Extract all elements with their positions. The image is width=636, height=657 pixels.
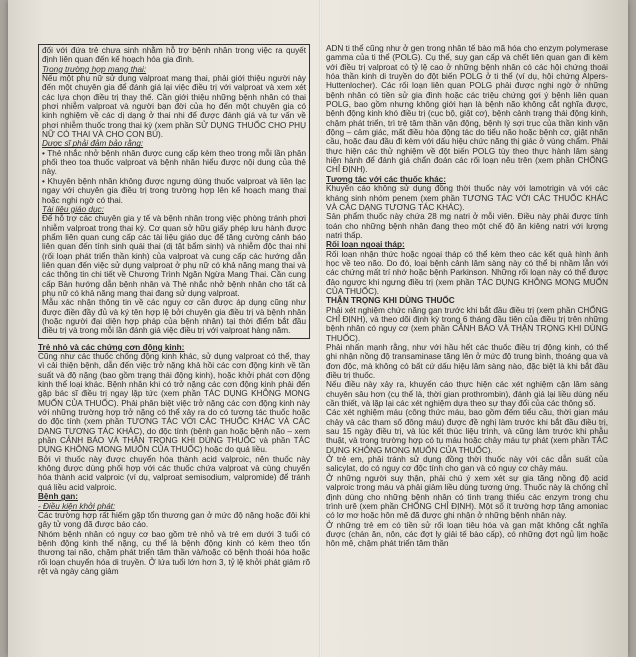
paragraph-seizures: Cũng như các thuốc chống động kinh khác, sử dụng valproat có thể, thay vì cải thiện bệnh, dẫn đến việc trở nặng khả hồi các cơn động kinh về tần suất và độ nặng (bao gồm trạng thái động kinh), hoặc khởi phát cơn động kinh thể loại khác. Bệnh nhân khi có trở nặng các cơn động kinh phải đến gặp bác sĩ điều trị ngay lập tức (xem phần TÁC DỤNG KHÔNG MONG MUỐN CỦA THUỐC). Phải phân biệt việc trở nặng các cơn động kinh này với những trường hợp trở nặng có thể xảy ra do có tương tác thuốc hoặc do độc tính (xem phần TƯƠNG TÁC VỚI CÁC THUỐC KHÁC VÀ CÁC DẠNG TƯƠNG TÁC KHÁC), do độc tính (bệnh gan hoặc bệnh não – xem phần CẢNH BÁO VÀ THẬN TRỌNG KHI DÙNG THUỐC và phần TÁC DỤNG KHÔNG MONG MUỐN CỦA THUỐC) hoặc do quá liều. [38,352,310,455]
faded-header [68,20,588,38]
paragraph-transaminase: Phải nhấn mạnh rằng, như với hầu hết các thuốc điều trị động kinh, có thể ghi nhận nồng độ transaminase tăng lên ở mức độ trung bình, thoáng qua và đơn độc, mà không có bất cứ dấu hiệu lâm sàng nào, đặc biệt là khi bắt đầu điều trị thuốc. [326,343,608,381]
page-fold [319,0,322,657]
box-paragraph-education: Để hỗ trợ các chuyên gia y tế và bệnh nhân trong việc phòng tránh phơi nhiễm valproat trong thai kỳ. Cơ quan sở hữu giấy phép lưu hành được phẩm liên quan cung cấp các tài liệu giáo dục để tăng cường cảnh báo liên quan đến tính sinh quái thai (dị tật bẩm sinh) và nhiễm độc thai nhi (rối loạn phát triển thần kinh) của valproat và cung cấp các hướng dẫn liên quan đến việc sử dụng valproat ở phụ nữ có khả năng mang thai và các thông tin chi tiết về Chương Trình Ngăn Ngừa Mang Thai. Cần cung cấp Bản hướng dẫn bệnh nhân và Thẻ nhắc nhở bệnh nhân cho tất cả phụ nữ có khả năng mang thai đang sử dụng valproat. [42,214,306,298]
heading-precautions: THẬN TRỌNG KHI DÙNG THUỐC [326,296,455,306]
box-intro: đối với đứa trẻ chưa sinh nhằm hỗ trợ bệnh nhân trong việc ra quyết định liên quan đến kế hoạch hóa gia đình. [42,46,306,65]
paragraph-salicylate: Ở trẻ em, phải tránh sử dụng đồng thời thuốc này với các dẫn suất của salicylat, do có nguy cơ độc tính cho gan và có nguy cơ chảy máu. [326,455,608,474]
box-bullet-2: • Khuyên bệnh nhân không được ngưng dùng thuốc valproat và liên lạc ngay với chuyên gia điều trị trong trường hợp lên kế hoạch mang thai hoặc nghi ngờ có thai. [42,176,306,205]
paragraph-sodium: Sản phẩm thuốc này chứa 28 mg natri ở mỗi viên. Điều này phải được tính toán cho những bệnh nhân đang theo một chế độ ăn kiêng natri với lượng natri thấp. [326,212,608,240]
paragraph-renal: Ở những người suy thận, phải chú ý xem xét sự gia tăng nồng độ acid valproic trong máu và phải giảm liều dùng tương ứng. Thuốc này là chống chỉ định dùng cho những bệnh nhân có tình trạng thiếu các enzym trong chu trình urê (xem phần CHỐNG CHỈ ĐỊNH). Một số ít trường hợp tăng amoniac có lơ mơ hoặc hôn mê đã được ghi nhận ở những bệnh nhân này. [326,473,608,521]
heading-seizures: Trẻ nhỏ và các chứng cơn động kinh: [38,342,185,352]
paragraph-polg: ADN ti thể cũng như ở gen trong nhân tế bào mã hóa cho enzym polymerase gamma của ti thể (POLG). Cụ thể, suy gan cấp và chết liên quan gan đi kèm với điều trị valproat có tỷ lệ cao ở những bệnh nhân có các hội chứng thoái hóa thần kinh di truyền do đột biến POLG ở ti thể (ví dụ, hội chứng Alpers-Huttenlocher). Các rối loạn liên quan POLG phải được nghi ngờ ở những bệnh nhân có tiền sử gia đình hoặc các triệu chứng gợi ý bệnh liên quan POLG, bao gồm nhưng không giới hạn là bệnh não không cắt nghĩa được, bệnh động kinh khó điều trị (cục bộ, giật cơ), bệnh cảnh trạng thái động kinh, chậm phát triển, trì trệ tâm thần vận động, bệnh lý sợi trục của thần kinh vận động – cảm giác, mất điều hòa động tác do tiểu não hoặc bệnh cơ, giật nhãn cầu, hoặc đau đầu đi kèm với dấu hiệu chức năng thị giác ở vùng chẩm. Phải thực hiện các thử nghiệm về đột biến POLG tùy theo thực hành lâm sàng hiện hành để đánh giá chẩn đoán các rối loạn nêu trên (xem phần CHỐNG CHỈ ĐỊNH). [326,44,608,175]
box-heading-pharmacist: Dược sĩ phải đảm bảo rằng: [42,139,144,149]
paragraph-overdose: Bởi vì thuốc này được chuyển hóa thành acid valproic, nên thuốc này không được dùng phối hợp với các thuốc chứa valproat và cùng chuyển hóa thành acid valproic (ví dụ, valproat semisodium, valpromide) để tránh quá liều acid valproic. [38,454,310,492]
box-paragraph-pregnancy: Nếu một phụ nữ sử dụng valproat mang thai, phải giới thiệu người này đến một chuyên gia để đánh giá lại việc điều trị với valproat và xem xét các lựa chọn điều trị thay thế. Cần giới thiệu những bệnh nhân có thai phơi nhiễm valproat và người bạn đời của họ đến một chuyên gia có kinh nghiệm về các dị dạng ở thai nhi để được đánh giá và tư vấn về phơi nhiễm thuốc trong thai kỳ (xem phần SỬ DỤNG THUỐC CHO PHỤ NỮ CÓ THAI VÀ CHO CON BÚ). [42,74,306,140]
paragraph-blood-tests: Các xét nghiệm máu (công thức máu, bao gồm đếm tiểu cầu, thời gian máu chảy và các tham số đông máu) được đề nghị làm trước khi bắt đầu điều trị, sau 15 ngày điều trị, và lúc kết thúc liệu trình, và cũng làm trước khi phẫu thuật, và trong trường hợp có tụ máu hoặc chảy máu tự phát (xem phần TÁC DỤNG KHÔNG MONG MUỐN CỦA THUỐC). [326,408,608,455]
left-column [38,44,310,657]
box-heading-pregnancy: Trong trường hợp mang thai: [42,64,147,74]
heading-onset: - Điều kiện khởi phát: [38,501,116,511]
box-heading-education: Tài liệu giáo dục: [42,204,104,214]
paragraph-children-gi: Ở những trẻ em có tiền sử rối loạn tiêu hóa và gan mật không cắt nghĩa được (chán ăn, nôn, các đợt ly giải tế bào cấp), có những đợt ngủ lịm hoặc hôn mê, chậm phát triển tâm thần [326,520,608,549]
paragraph-liver-tests: Phải xét nghiệm chức năng gan trước khi bắt đầu điều trị (xem phần CHỐNG CHỈ ĐỊNH), và theo dõi định kỳ trong 6 tháng đầu tiên của điều trị trên những bệnh nhân có nguy cơ (xem phần CẢNH BÁO VÀ THẬN TRỌNG KHI DÙNG THUỐC). [326,305,608,343]
box-bullet-1: • Thẻ nhắc nhở bệnh nhân được cung cấp kèm theo trong mỗi lần phân phối theo toa thuốc valproat và bệnh nhân hiểu được nội dung của thẻ này. [42,148,306,177]
box-paragraph-consent: Mẫu xác nhận thông tin về các nguy cơ cần được áp dụng cũng như được điền đầy đủ và ký tên hợp lệ bởi chuyên gia điều trị và bệnh nhân (hoặc người đại diện hợp pháp của bệnh nhân) tại thời điểm bắt đầu điều trị và trong mỗi lần đánh giá việc điều trị với valproat hàng năm. [42,298,306,336]
paragraph-interactions: Khuyến cáo không sử dụng đồng thời thuốc này với lamotrigin và với các kháng sinh nhóm penem (xem phần TƯƠNG TÁC VỚI CÁC THUỐC KHÁC VÀ CÁC DẠNG TƯƠNG TÁC KHÁC). [326,184,608,212]
paragraph-extrapyramidal: Rối loạn nhận thức hoặc ngoại tháp có thể kèm theo các kết quả hình ảnh học về teo não. Do đó, loại bệnh cảnh lâm sàng này có thể bị nhầm lẫn với các chứng mất trí nhớ hoặc bệnh Parkinson. Những rối loạn này có thể được đảo ngược khi ngưng điều trị (xem phần TÁC DỤNG KHÔNG MONG MUỐN CỦA THUỐC). [326,249,608,296]
paragraph-risk-group: Nhóm bệnh nhân có nguy cơ bao gồm trẻ nhỏ và trẻ em dưới 3 tuổi có bệnh động kinh thể nặng, cụ thể là bệnh động kinh có kèm theo tổn thương tại não, chậm phát triển tâm thần và/hoặc có bệnh thoái hóa hoặc rối loạn chuyển hóa di truyền. Ở lứa tuổi lớn hơn 3, tỷ lệ khởi phát giảm rõ rệt và ngày càng giảm [38,529,310,576]
warning-box [38,44,310,339]
paragraph-liver-cases: Các trường hợp rất hiếm gặp tổn thương gan ở mức độ nặng hoặc đôi khi gây tử vong đã được báo cáo. [38,510,310,530]
paragraph-followup-tests: Nếu điều này xảy ra, khuyến cáo thực hiện các xét nghiệm cận lâm sàng chuyên sâu hơn (cụ thể là, thời gian prothrombin), đánh giá lại liều dùng nếu cần thiết, và lặp lại các xét nghiệm dựa theo sự thay đổi của các thông số. [326,380,608,409]
right-column [326,44,608,657]
heading-interactions: Tương tác với các thuốc khác: [326,174,446,184]
heading-extrapyramidal: Rối loạn ngoại tháp: [326,240,405,250]
leaflet-sheet [8,0,628,657]
heading-liver: Bệnh gan: [38,492,79,502]
